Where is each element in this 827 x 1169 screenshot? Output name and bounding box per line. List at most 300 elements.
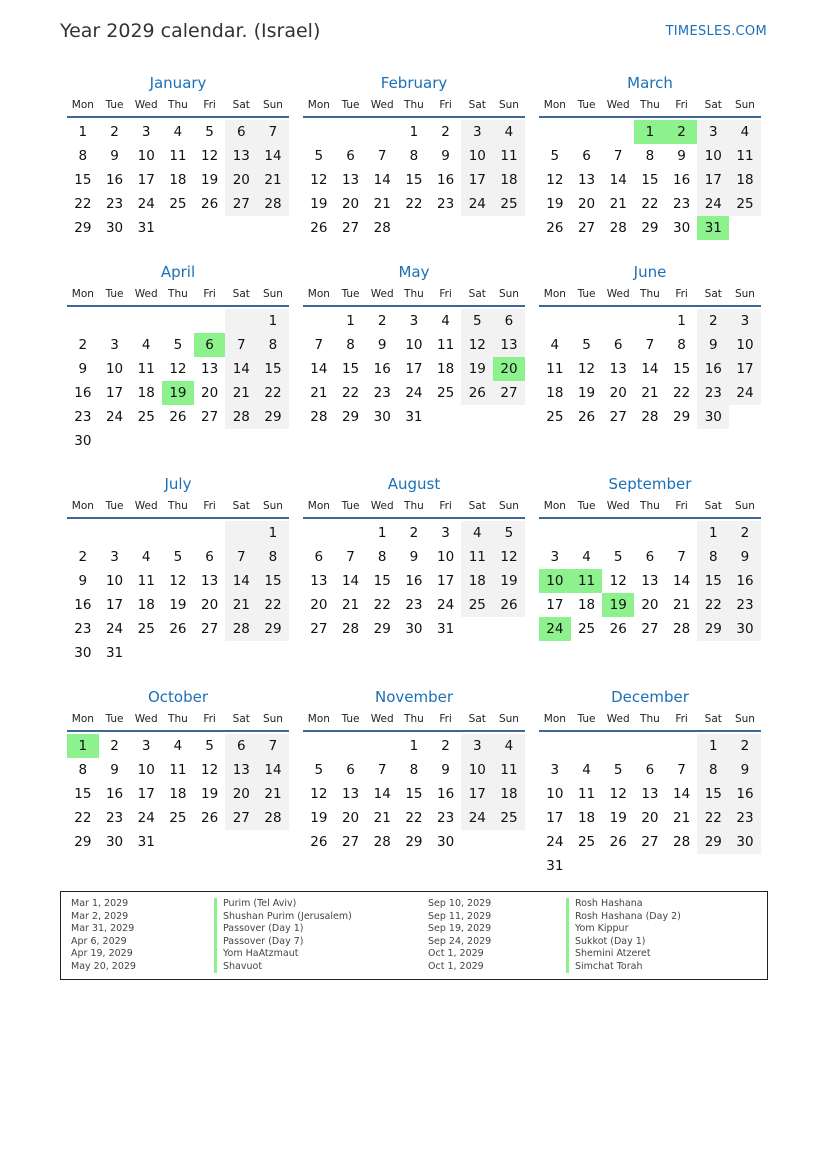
weekday-label: Wed [370, 99, 394, 111]
weekday-label: Mon [71, 500, 94, 512]
day-cell: 15 [74, 172, 92, 188]
page-title: Year 2029 calendar. (Israel) [60, 20, 321, 42]
day-cell: 18 [729, 168, 761, 192]
weekday-label: Tue [577, 500, 596, 512]
weekday-label: Tue [577, 99, 596, 111]
weekday-label: Fri [439, 500, 452, 512]
day-cell: 29 [74, 834, 92, 850]
empty-cell [461, 405, 493, 429]
weekday-label: Wed [134, 713, 158, 725]
weekday-label: Tue [105, 288, 124, 300]
day-cell: 27 [201, 409, 219, 425]
empty-cell [225, 429, 257, 453]
holiday-date: Oct 1, 2029 [428, 960, 484, 972]
day-cell: 15 [673, 361, 691, 377]
holiday-name: Shushan Purim (Jerusalem) [214, 911, 352, 924]
day-cell: 1 [377, 525, 387, 541]
day-cell: 16 [729, 782, 761, 806]
empty-cell [430, 405, 462, 429]
day-cell: 11 [546, 361, 564, 377]
day-cell: 22 [74, 196, 92, 212]
day-cell: 13 [341, 172, 360, 188]
day-cell: 10 [137, 148, 155, 164]
weekday-label: Tue [105, 99, 124, 111]
day-cell: 29 [697, 617, 729, 641]
day-cell: 18 [437, 361, 455, 377]
weekday-label: Thu [640, 288, 660, 300]
day-cell: 30 [697, 405, 729, 429]
holiday-date: May 20, 2029 [71, 960, 136, 972]
day-cell: 13 [201, 573, 219, 589]
day-cell: 4 [173, 124, 183, 140]
day-cell: 13 [201, 361, 219, 377]
holiday-date: Sep 24, 2029 [428, 935, 492, 947]
month-name: August [387, 475, 441, 493]
weekday-label: Mon [307, 500, 330, 512]
empty-cell [602, 521, 634, 545]
day-cell: 18 [577, 597, 596, 613]
day-cell: 17 [461, 782, 493, 806]
weekday-label: Sun [498, 500, 519, 512]
day-cell: 21 [310, 385, 328, 401]
month-june [539, 259, 761, 429]
empty-cell [130, 429, 162, 453]
day-cell: 13 [609, 361, 627, 377]
empty-cell [539, 521, 571, 545]
month-april [67, 259, 289, 453]
empty-cell [398, 216, 430, 240]
holiday-date: Sep 11, 2029 [428, 910, 492, 922]
day-grid [303, 120, 525, 240]
day-cell: 14 [373, 172, 391, 188]
day-cell: 10 [437, 549, 455, 565]
day-cell: 7 [613, 148, 623, 164]
empty-cell [67, 309, 99, 333]
day-cell: 13 [310, 573, 328, 589]
weekday-label: Thu [168, 99, 188, 111]
weekday-label: Wed [606, 500, 630, 512]
holiday-name: Yom HaAtzmaut [214, 948, 352, 961]
empty-cell [130, 641, 162, 665]
day-cell: 9 [729, 758, 761, 782]
day-cell: 11 [169, 148, 187, 164]
weekday-label: Sun [262, 500, 283, 512]
day-cell: 26 [169, 621, 187, 637]
day-cell: 2 [409, 525, 419, 541]
weekday-label: Fri [675, 713, 688, 725]
weekday-label: Fri [675, 500, 688, 512]
day-cell: 2 [78, 337, 88, 353]
day-cell: 24 [546, 834, 564, 850]
day-cell: 10 [105, 361, 124, 377]
day-cell: 5 [173, 549, 183, 565]
day-cell: 25 [577, 834, 596, 850]
weekday-header [67, 710, 289, 732]
day-cell: 22 [673, 385, 691, 401]
holiday-dates-right [428, 898, 491, 973]
day-cell: 14 [673, 786, 691, 802]
day-cell: 12 [310, 786, 328, 802]
day-cell: 12 [461, 333, 493, 357]
empty-cell [602, 120, 634, 144]
day-cell: 17 [697, 168, 729, 192]
weekday-header [67, 285, 289, 307]
weekday-label: Thu [404, 500, 424, 512]
day-cell: 5 [461, 309, 493, 333]
day-cell: 6 [194, 333, 226, 357]
empty-cell [571, 120, 603, 144]
day-cell: 19 [201, 786, 219, 802]
empty-cell [602, 309, 634, 333]
day-cell: 3 [110, 549, 119, 565]
day-cell: 12 [546, 172, 564, 188]
day-grid [67, 309, 289, 453]
day-cell: 3 [441, 525, 450, 541]
month-february [303, 70, 525, 240]
empty-cell [493, 830, 525, 854]
weekday-label: Fri [439, 713, 452, 725]
day-cell: 30 [105, 834, 124, 850]
empty-cell [366, 734, 398, 758]
day-cell: 11 [577, 786, 596, 802]
day-cell: 25 [461, 593, 493, 617]
day-cell: 28 [225, 617, 257, 641]
weekday-label: Sun [498, 713, 519, 725]
day-cell: 27 [310, 621, 328, 637]
day-cell: 26 [609, 621, 627, 637]
holiday-date: Apr 6, 2029 [71, 935, 127, 947]
day-cell: 24 [405, 385, 423, 401]
weekday-label: Mon [543, 99, 566, 111]
day-cell: 9 [441, 148, 450, 164]
day-cell: 28 [673, 621, 691, 637]
day-cell: 8 [257, 333, 289, 357]
day-cell: 11 [137, 573, 155, 589]
day-cell: 20 [225, 168, 257, 192]
day-cell: 30 [373, 409, 391, 425]
day-cell: 16 [729, 569, 761, 593]
weekday-label: Tue [577, 713, 596, 725]
weekday-header [303, 96, 525, 118]
day-cell: 23 [729, 593, 761, 617]
day-cell: 19 [162, 381, 194, 405]
day-cell: 12 [609, 573, 627, 589]
weekday-label: Fri [203, 713, 216, 725]
day-cell: 19 [602, 593, 634, 617]
day-cell: 29 [257, 405, 289, 429]
day-cell: 22 [74, 810, 92, 826]
empty-cell [666, 734, 698, 758]
day-cell: 17 [729, 357, 761, 381]
empty-cell [162, 309, 194, 333]
day-cell: 24 [137, 810, 155, 826]
day-cell: 4 [493, 120, 525, 144]
day-cell: 22 [257, 381, 289, 405]
day-cell: 8 [78, 148, 88, 164]
empty-cell [225, 830, 257, 854]
day-cell: 26 [577, 409, 596, 425]
day-cell: 17 [546, 597, 564, 613]
empty-cell [99, 521, 131, 545]
day-cell: 7 [346, 549, 355, 565]
day-cell: 10 [405, 337, 423, 353]
holiday-date: Apr 19, 2029 [71, 948, 133, 959]
day-cell: 20 [310, 597, 328, 613]
day-cell: 3 [461, 734, 493, 758]
day-cell: 20 [641, 810, 659, 826]
day-cell: 17 [105, 597, 124, 613]
empty-cell [257, 641, 289, 665]
weekday-label: Tue [341, 500, 360, 512]
day-cell: 23 [729, 806, 761, 830]
day-cell: 4 [141, 549, 151, 565]
day-cell: 1 [346, 313, 355, 329]
day-cell: 4 [461, 521, 493, 545]
day-cell: 16 [405, 573, 423, 589]
day-cell: 2 [729, 521, 761, 545]
day-cell: 23 [105, 810, 124, 826]
holiday-date: Sep 10, 2029 [428, 898, 492, 909]
day-cell: 30 [729, 617, 761, 641]
day-cell: 3 [729, 309, 761, 333]
empty-cell [430, 216, 462, 240]
day-cell: 17 [105, 385, 124, 401]
day-cell: 4 [173, 738, 183, 754]
weekday-label: Fri [439, 288, 452, 300]
weekday-label: Wed [370, 288, 394, 300]
day-cell: 4 [550, 337, 560, 353]
day-cell: 22 [341, 385, 360, 401]
day-cell: 3 [550, 762, 560, 778]
day-cell: 6 [205, 549, 214, 565]
day-cell: 1 [409, 738, 419, 754]
day-grid [303, 521, 525, 641]
empty-cell [335, 120, 367, 144]
day-cell: 17 [437, 573, 455, 589]
day-cell: 21 [673, 810, 691, 826]
weekday-label: Mon [307, 713, 330, 725]
day-cell: 21 [257, 168, 289, 192]
day-cell: 13 [641, 786, 659, 802]
weekday-label: Sun [262, 288, 283, 300]
day-cell: 7 [225, 333, 257, 357]
day-cell: 8 [78, 762, 88, 778]
day-cell: 23 [437, 810, 455, 826]
day-cell: 26 [201, 196, 219, 212]
day-cell: 31 [405, 409, 423, 425]
weekday-label: Sun [734, 500, 755, 512]
day-cell: 25 [169, 810, 187, 826]
day-cell: 5 [173, 337, 183, 353]
day-cell: 7 [377, 148, 387, 164]
day-cell: 12 [201, 762, 219, 778]
day-cell: 23 [74, 621, 92, 637]
day-cell: 18 [493, 782, 525, 806]
weekday-label: Thu [168, 713, 188, 725]
holiday-legend [60, 891, 768, 980]
day-cell: 15 [341, 361, 360, 377]
empty-cell [602, 734, 634, 758]
day-cell: 12 [609, 786, 627, 802]
month-name: December [611, 688, 689, 706]
day-cell: 3 [461, 120, 493, 144]
day-cell: 8 [346, 337, 355, 353]
day-cell: 14 [609, 172, 627, 188]
day-cell: 8 [257, 545, 289, 569]
weekday-label: Sat [704, 288, 722, 300]
weekday-header [539, 285, 761, 307]
day-cell: 28 [257, 806, 289, 830]
day-cell: 21 [225, 593, 257, 617]
day-grid [303, 309, 525, 429]
holiday-name: Passover (Day 7) [214, 936, 352, 949]
month-name: March [627, 74, 673, 92]
day-cell: 24 [461, 806, 493, 830]
day-cell: 8 [409, 762, 419, 778]
day-cell: 8 [697, 545, 729, 569]
day-cell: 23 [405, 597, 423, 613]
day-cell: 16 [437, 786, 455, 802]
month-name: September [608, 475, 692, 493]
day-cell: 21 [257, 782, 289, 806]
weekday-label: Wed [370, 500, 394, 512]
day-cell: 4 [729, 120, 761, 144]
empty-cell [303, 309, 335, 333]
weekday-header [539, 96, 761, 118]
day-cell: 2 [666, 120, 698, 144]
day-cell: 7 [314, 337, 324, 353]
day-cell: 20 [201, 597, 219, 613]
day-cell: 21 [341, 597, 360, 613]
weekday-label: Sat [704, 99, 722, 111]
day-cell: 5 [613, 762, 623, 778]
empty-cell [493, 405, 525, 429]
day-cell: 10 [137, 762, 155, 778]
day-cell: 14 [257, 758, 289, 782]
day-grid [539, 734, 761, 878]
day-cell: 1 [67, 734, 99, 758]
day-cell: 24 [729, 381, 761, 405]
empty-cell [194, 216, 226, 240]
weekday-header [67, 497, 289, 519]
day-cell: 31 [546, 858, 564, 874]
empty-cell [335, 734, 367, 758]
day-cell: 10 [697, 144, 729, 168]
day-cell: 13 [577, 172, 596, 188]
weekday-label: Tue [105, 713, 124, 725]
weekday-label: Fri [439, 99, 452, 111]
brand-link[interactable]: TIMESLES.COM [665, 24, 767, 39]
weekday-header [303, 285, 525, 307]
day-cell: 12 [201, 148, 219, 164]
day-cell: 5 [205, 738, 214, 754]
day-cell: 25 [729, 192, 761, 216]
empty-cell [194, 309, 226, 333]
day-cell: 25 [493, 192, 525, 216]
day-grid [539, 521, 761, 641]
empty-cell [162, 521, 194, 545]
empty-cell [729, 216, 761, 240]
day-cell: 2 [441, 124, 450, 140]
day-cell: 10 [461, 144, 493, 168]
day-cell: 30 [74, 645, 92, 661]
day-grid [67, 120, 289, 240]
day-cell: 2 [78, 549, 88, 565]
day-cell: 11 [437, 337, 455, 353]
day-cell: 19 [461, 357, 493, 381]
weekday-label: Mon [543, 288, 566, 300]
day-cell: 12 [169, 573, 187, 589]
empty-cell [634, 854, 666, 878]
month-september [539, 471, 761, 641]
empty-cell [729, 854, 761, 878]
empty-cell [225, 641, 257, 665]
day-cell: 15 [405, 786, 423, 802]
weekday-label: Thu [640, 99, 660, 111]
day-cell: 7 [677, 549, 686, 565]
day-cell: 26 [461, 381, 493, 405]
weekday-header [303, 710, 525, 732]
day-cell: 26 [201, 810, 219, 826]
day-cell: 28 [609, 220, 627, 236]
day-cell: 12 [169, 361, 187, 377]
weekday-label: Wed [134, 500, 158, 512]
day-cell: 25 [493, 806, 525, 830]
day-cell: 18 [546, 385, 564, 401]
day-cell: 3 [697, 120, 729, 144]
day-cell: 21 [641, 385, 659, 401]
day-cell: 18 [137, 385, 155, 401]
weekday-label: Fri [203, 99, 216, 111]
day-cell: 11 [137, 361, 155, 377]
day-cell: 28 [641, 409, 659, 425]
empty-cell [130, 309, 162, 333]
day-cell: 5 [314, 148, 324, 164]
month-december [539, 684, 761, 878]
day-cell: 6 [493, 309, 525, 333]
day-cell: 6 [225, 734, 257, 758]
empty-cell [666, 521, 698, 545]
holiday-date: Mar 1, 2029 [71, 898, 129, 909]
weekday-label: Sat [468, 500, 486, 512]
day-cell: 20 [641, 597, 659, 613]
day-cell: 4 [141, 337, 151, 353]
day-cell: 20 [577, 196, 596, 212]
day-cell: 28 [310, 409, 328, 425]
weekday-label: Sun [734, 288, 755, 300]
day-cell: 2 [110, 124, 119, 140]
day-cell: 10 [539, 569, 571, 593]
day-cell: 24 [539, 617, 571, 641]
month-name: February [380, 74, 448, 92]
weekday-label: Fri [675, 99, 688, 111]
empty-cell [666, 854, 698, 878]
day-cell: 2 [441, 738, 450, 754]
day-cell: 21 [609, 196, 627, 212]
day-cell: 14 [257, 144, 289, 168]
weekday-label: Sun [262, 713, 283, 725]
day-cell: 25 [137, 409, 155, 425]
day-cell: 11 [169, 762, 187, 778]
day-cell: 19 [201, 172, 219, 188]
holiday-dates-left [71, 898, 136, 973]
weekday-label: Mon [307, 99, 330, 111]
day-cell: 1 [257, 309, 289, 333]
weekday-label: Fri [203, 288, 216, 300]
weekday-label: Mon [307, 288, 330, 300]
day-cell: 19 [546, 196, 564, 212]
month-march [539, 70, 761, 240]
